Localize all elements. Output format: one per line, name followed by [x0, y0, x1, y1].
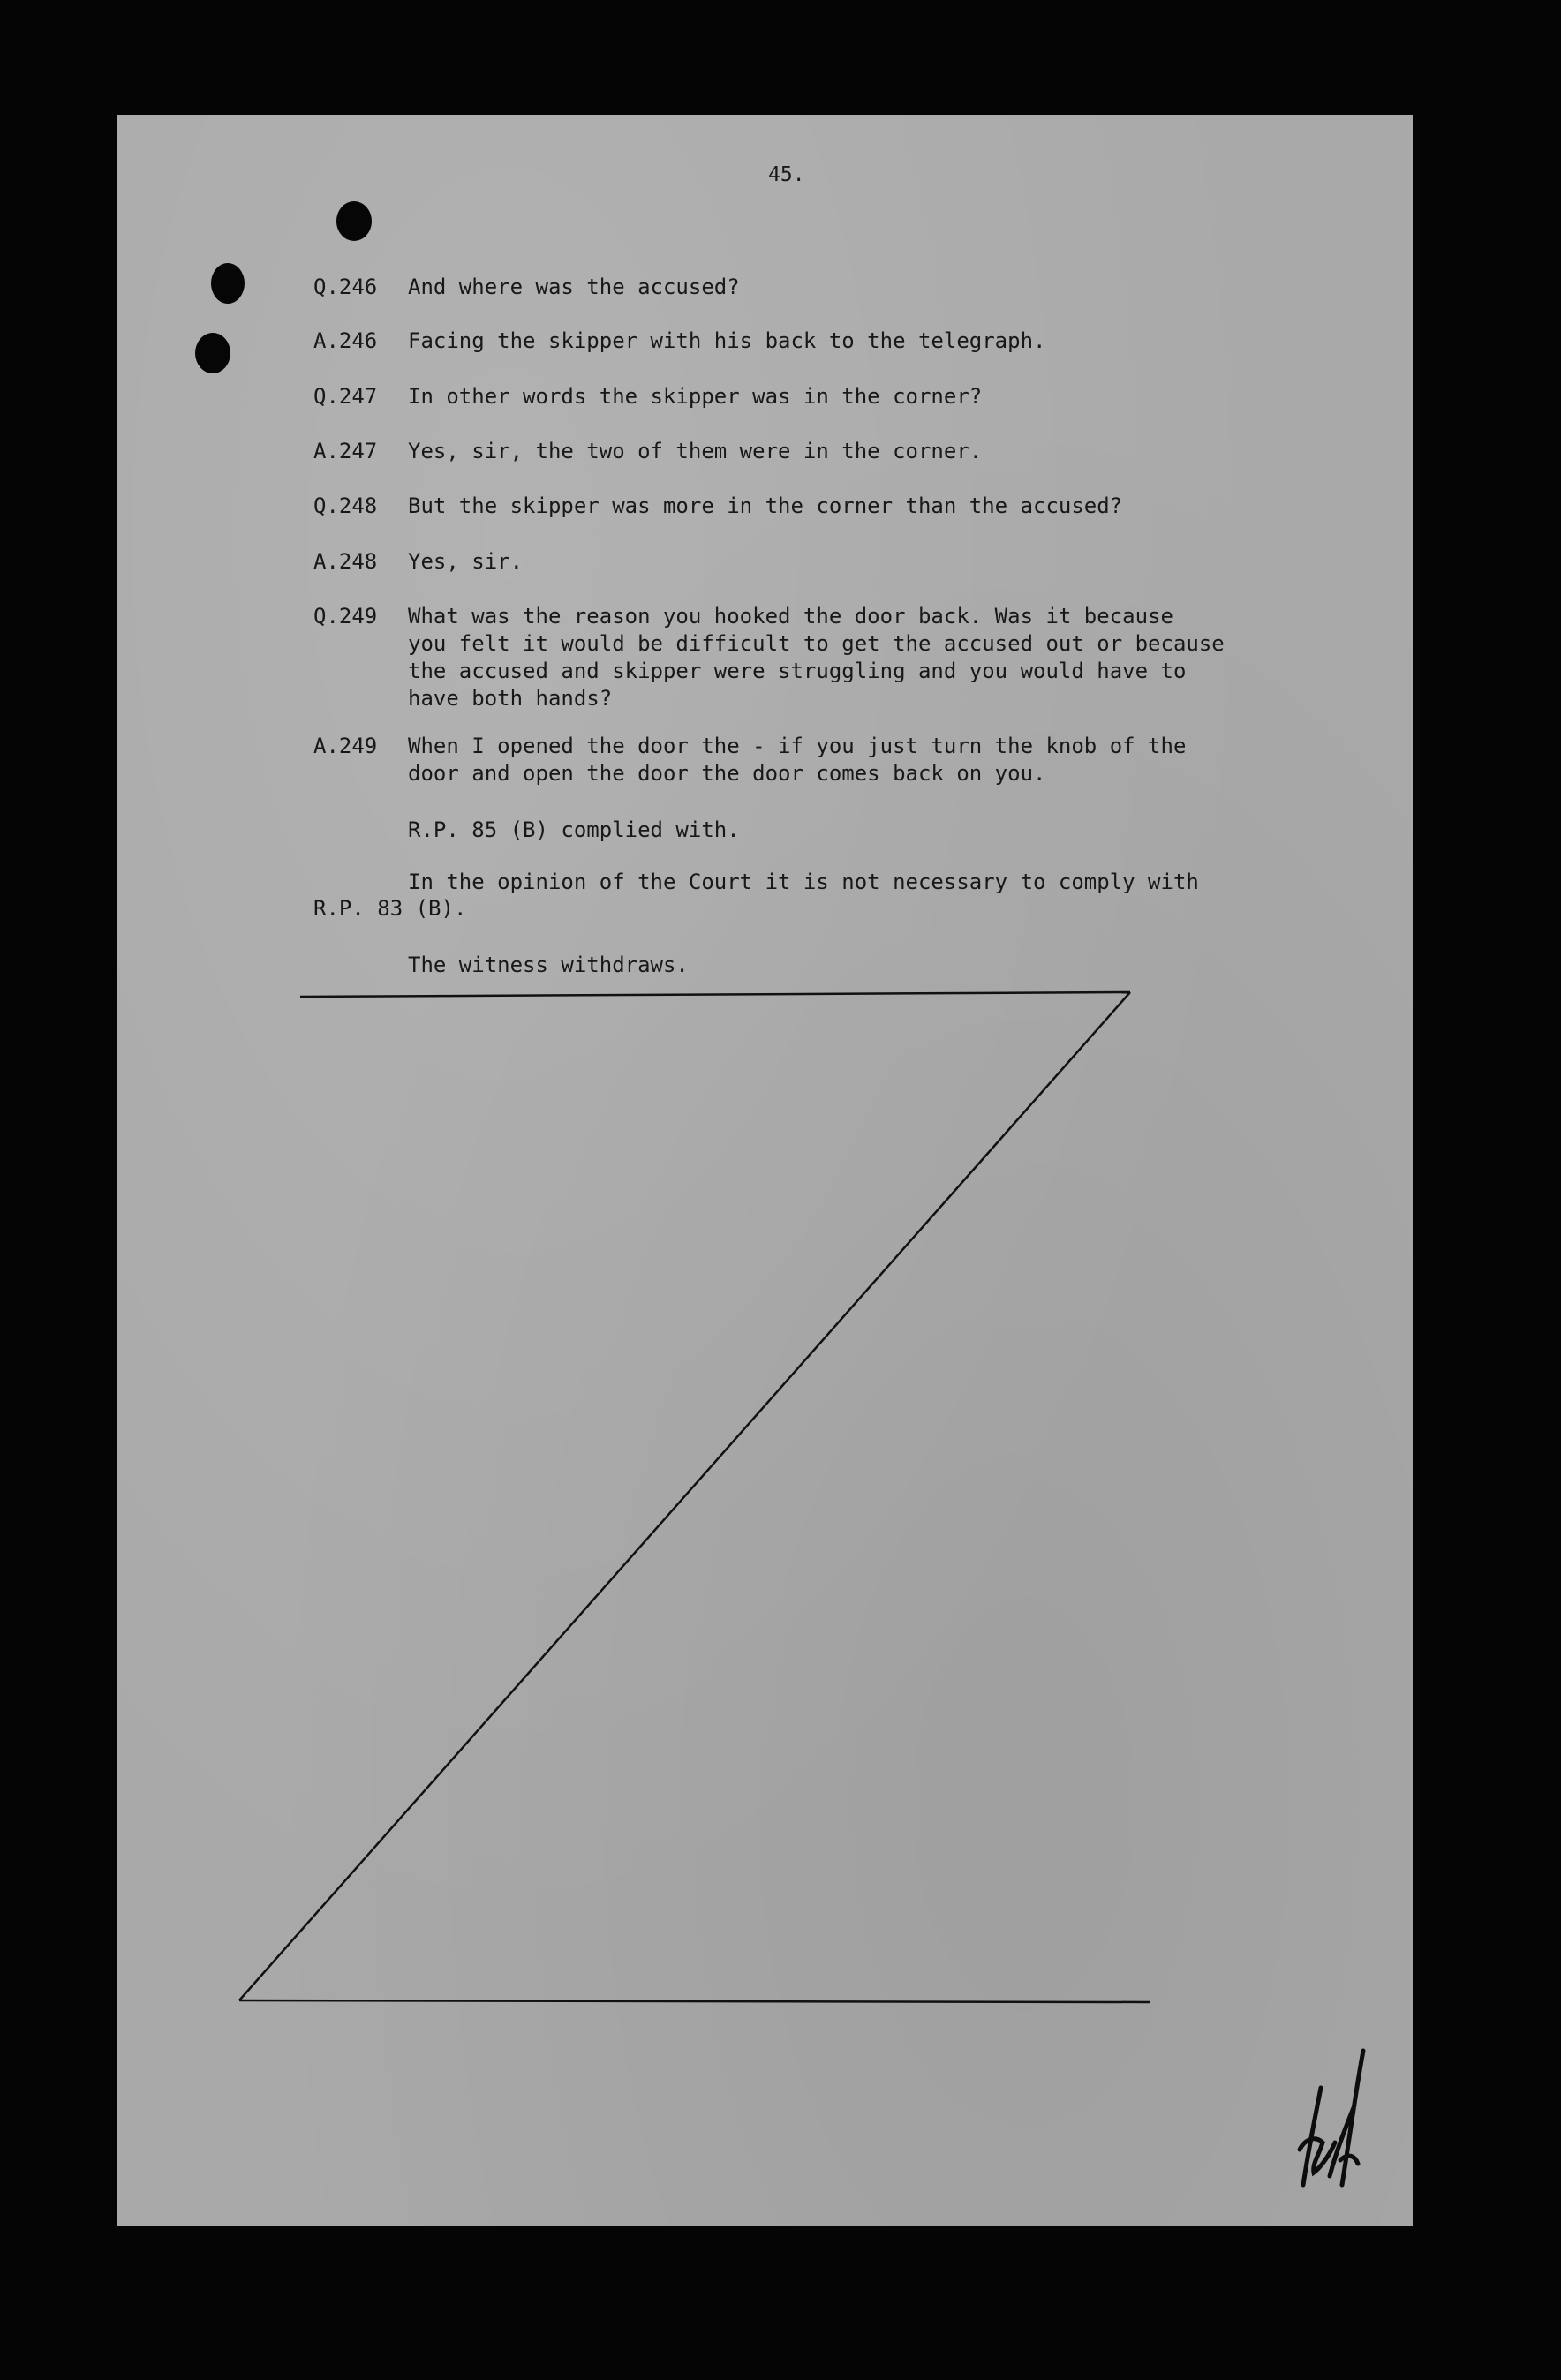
witness-withdraws-note: The witness withdraws.: [408, 953, 689, 977]
page-number: 45.: [768, 163, 805, 186]
entry-text: Yes, sir.: [408, 549, 524, 574]
entry-code: Q.248: [313, 493, 378, 518]
z-cancellation-mark: [117, 115, 1413, 2226]
entry-text: Yes, sir, the two of them were in the corner.: [408, 439, 983, 463]
entry-text: What was the reason you hooked the door back. Was it because you felt it would be difficult to get the accused out or because the accused and skipper were struggling and you would have to have both hands?: [408, 604, 1225, 711]
z-bottom-line: [239, 2000, 1150, 2002]
entry-code: Q.249: [313, 604, 378, 629]
entry-text: And where was the accused?: [408, 275, 740, 299]
entry-code: Q.247: [313, 384, 378, 409]
court-opinion-line-2: R.P. 83 (B).: [313, 896, 467, 921]
entry-code: A.249: [313, 734, 378, 758]
entry-code: A.246: [313, 328, 378, 353]
entry-text: In other words the skipper was in the corner?: [408, 384, 983, 409]
entry-text: Facing the skipper with his back to the telegraph.: [408, 328, 1046, 353]
entry-text: When I opened the door the - if you just turn the knob of the door and open the door the door comes back on you.: [408, 734, 1187, 786]
document-page: [117, 115, 1413, 2226]
entry-code: A.248: [313, 549, 378, 574]
entry-code: A.247: [313, 439, 378, 463]
z-diagonal-line: [239, 992, 1130, 2000]
z-top-line: [300, 992, 1130, 997]
entry-code: Q.246: [313, 275, 378, 299]
entry-text: But the skipper was more in the corner than the accused?: [408, 493, 1123, 518]
handwritten-initials-signature: [1278, 2044, 1384, 2198]
complied-note: R.P. 85 (B) complied with.: [408, 817, 740, 842]
court-opinion-line-1: In the opinion of the Court it is not necessary to comply with: [408, 870, 1199, 894]
